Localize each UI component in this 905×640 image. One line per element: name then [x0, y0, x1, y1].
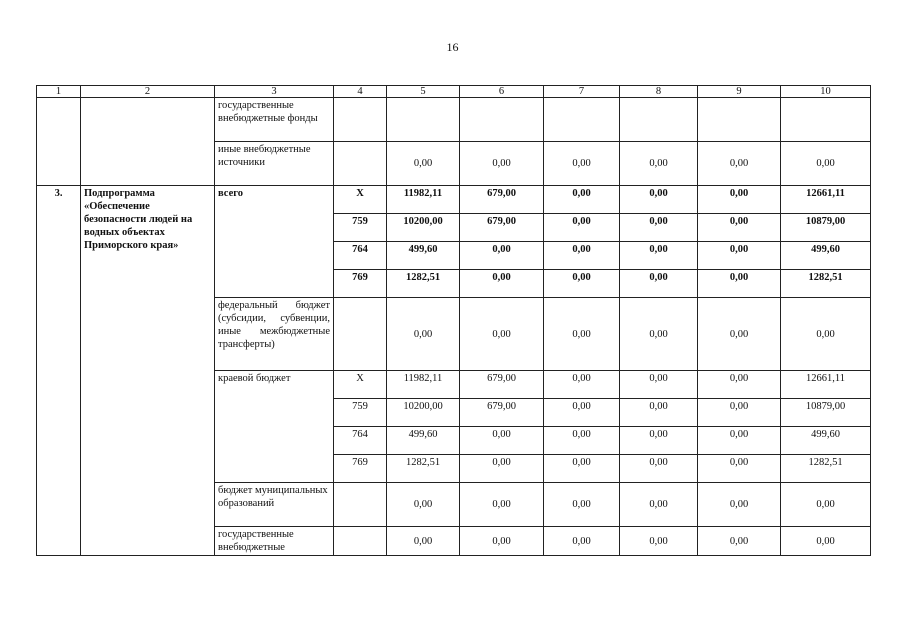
- col-num: 2: [81, 86, 215, 98]
- value-cell: 0,00: [698, 298, 781, 371]
- value-cell: 0,00: [781, 527, 871, 556]
- value-cell: 0,00: [620, 427, 698, 455]
- value-cell: 0,00: [460, 427, 544, 455]
- empty-cell: [81, 98, 215, 186]
- code-cell: 769: [334, 455, 387, 483]
- value-cell: 0,00: [698, 427, 781, 455]
- col-num: 9: [698, 86, 781, 98]
- value-cell: 0,00: [620, 371, 698, 399]
- value-cell: 499,60: [781, 242, 871, 270]
- col-num: 10: [781, 86, 871, 98]
- value-cell: 0,00: [387, 298, 460, 371]
- value-cell: 0,00: [698, 455, 781, 483]
- code-cell: X: [334, 371, 387, 399]
- value-cell: 0,00: [544, 427, 620, 455]
- value-cell: 1282,51: [387, 455, 460, 483]
- value-cell: 0,00: [698, 186, 781, 214]
- value-cell: 0,00: [698, 399, 781, 427]
- value-cell: 0,00: [544, 399, 620, 427]
- col-num: 5: [387, 86, 460, 98]
- code-cell: 759: [334, 214, 387, 242]
- code-cell: 769: [334, 270, 387, 298]
- page-number: 16: [446, 40, 459, 54]
- source-label: бюджет муниципальных образований: [215, 483, 334, 527]
- value-cell: 0,00: [387, 483, 460, 527]
- source-label: иные внебюджетные источники: [215, 142, 334, 186]
- source-label: федеральный бюджет (субсидии, субвенции, иные межбюджетные трансферты): [215, 298, 334, 371]
- col-num: 8: [620, 86, 698, 98]
- value-cell: 0,00: [544, 298, 620, 371]
- code-cell: 764: [334, 242, 387, 270]
- value-cell: 1282,51: [781, 270, 871, 298]
- value-cell: 0,00: [620, 214, 698, 242]
- value-cell: 0,00: [781, 483, 871, 527]
- value-cell: 0,00: [698, 371, 781, 399]
- value-cell: 0,00: [781, 298, 871, 371]
- subprogram-number: 3.: [37, 186, 81, 556]
- value-cell: 0,00: [544, 483, 620, 527]
- value-cell: 679,00: [460, 214, 544, 242]
- value-cell: 0,00: [620, 483, 698, 527]
- value-cell: 0,00: [620, 270, 698, 298]
- value-cell: 0,00: [544, 371, 620, 399]
- column-number-row: [37, 86, 871, 98]
- col-num: 3: [215, 86, 334, 98]
- col-num: 1: [37, 86, 81, 98]
- value-cell: 0,00: [544, 214, 620, 242]
- value-cell: 0,00: [460, 298, 544, 371]
- value-cell: 0,00: [544, 527, 620, 556]
- value-cell: 0,00: [544, 455, 620, 483]
- value-cell: 0,00: [698, 214, 781, 242]
- table-row: [37, 186, 871, 214]
- value-cell: 679,00: [460, 371, 544, 399]
- col-num: 6: [460, 86, 544, 98]
- value-cell: 0,00: [698, 142, 781, 186]
- value-cell: 0,00: [620, 527, 698, 556]
- code-cell: X: [334, 186, 387, 214]
- value-cell: 0,00: [620, 455, 698, 483]
- source-label: краевой бюджет: [215, 371, 334, 483]
- empty-cell: [37, 98, 81, 186]
- value-cell: 10200,00: [387, 214, 460, 242]
- value-cell: 10200,00: [387, 399, 460, 427]
- value-cell: 0,00: [698, 242, 781, 270]
- value-cell: 0,00: [460, 527, 544, 556]
- source-label: государственные внебюджетные: [215, 527, 334, 556]
- value-cell: 10879,00: [781, 214, 871, 242]
- value-cell: 0,00: [460, 242, 544, 270]
- value-cell: 499,60: [387, 427, 460, 455]
- value-cell: 1282,51: [781, 455, 871, 483]
- value-cell: 11982,11: [387, 186, 460, 214]
- value-cell: 0,00: [698, 270, 781, 298]
- value-cell: 0,00: [387, 527, 460, 556]
- budget-table: [36, 85, 871, 556]
- value-cell: 0,00: [544, 186, 620, 214]
- value-cell: 0,00: [544, 242, 620, 270]
- value-cell: 0,00: [620, 186, 698, 214]
- value-cell: 12661,11: [781, 371, 871, 399]
- value-cell: 0,00: [620, 242, 698, 270]
- value-cell: 679,00: [460, 399, 544, 427]
- value-cell: 1282,51: [387, 270, 460, 298]
- value-cell: 0,00: [387, 142, 460, 186]
- table-row: [37, 98, 871, 142]
- code-cell: 759: [334, 399, 387, 427]
- value-cell: 0,00: [544, 142, 620, 186]
- value-cell: 0,00: [460, 270, 544, 298]
- value-cell: 0,00: [698, 527, 781, 556]
- code-cell: 764: [334, 427, 387, 455]
- value-cell: 0,00: [544, 270, 620, 298]
- source-label: государственные внебюджетные фонды: [215, 98, 334, 142]
- col-num: 7: [544, 86, 620, 98]
- value-cell: 0,00: [781, 142, 871, 186]
- value-cell: 0,00: [620, 298, 698, 371]
- value-cell: 0,00: [620, 399, 698, 427]
- value-cell: 0,00: [698, 483, 781, 527]
- value-cell: 0,00: [460, 455, 544, 483]
- value-cell: 12661,11: [781, 186, 871, 214]
- value-cell: 499,60: [387, 242, 460, 270]
- value-cell: 10879,00: [781, 399, 871, 427]
- value-cell: 0,00: [620, 142, 698, 186]
- value-cell: 679,00: [460, 186, 544, 214]
- value-cell: 11982,11: [387, 371, 460, 399]
- value-cell: 499,60: [781, 427, 871, 455]
- value-cell: 0,00: [460, 483, 544, 527]
- col-num: 4: [334, 86, 387, 98]
- total-label: всего: [215, 186, 334, 298]
- value-cell: 0,00: [460, 142, 544, 186]
- subprogram-name: Подпрограмма «Обеспечение безопасности людей на водных объектах Приморского края»: [81, 186, 215, 556]
